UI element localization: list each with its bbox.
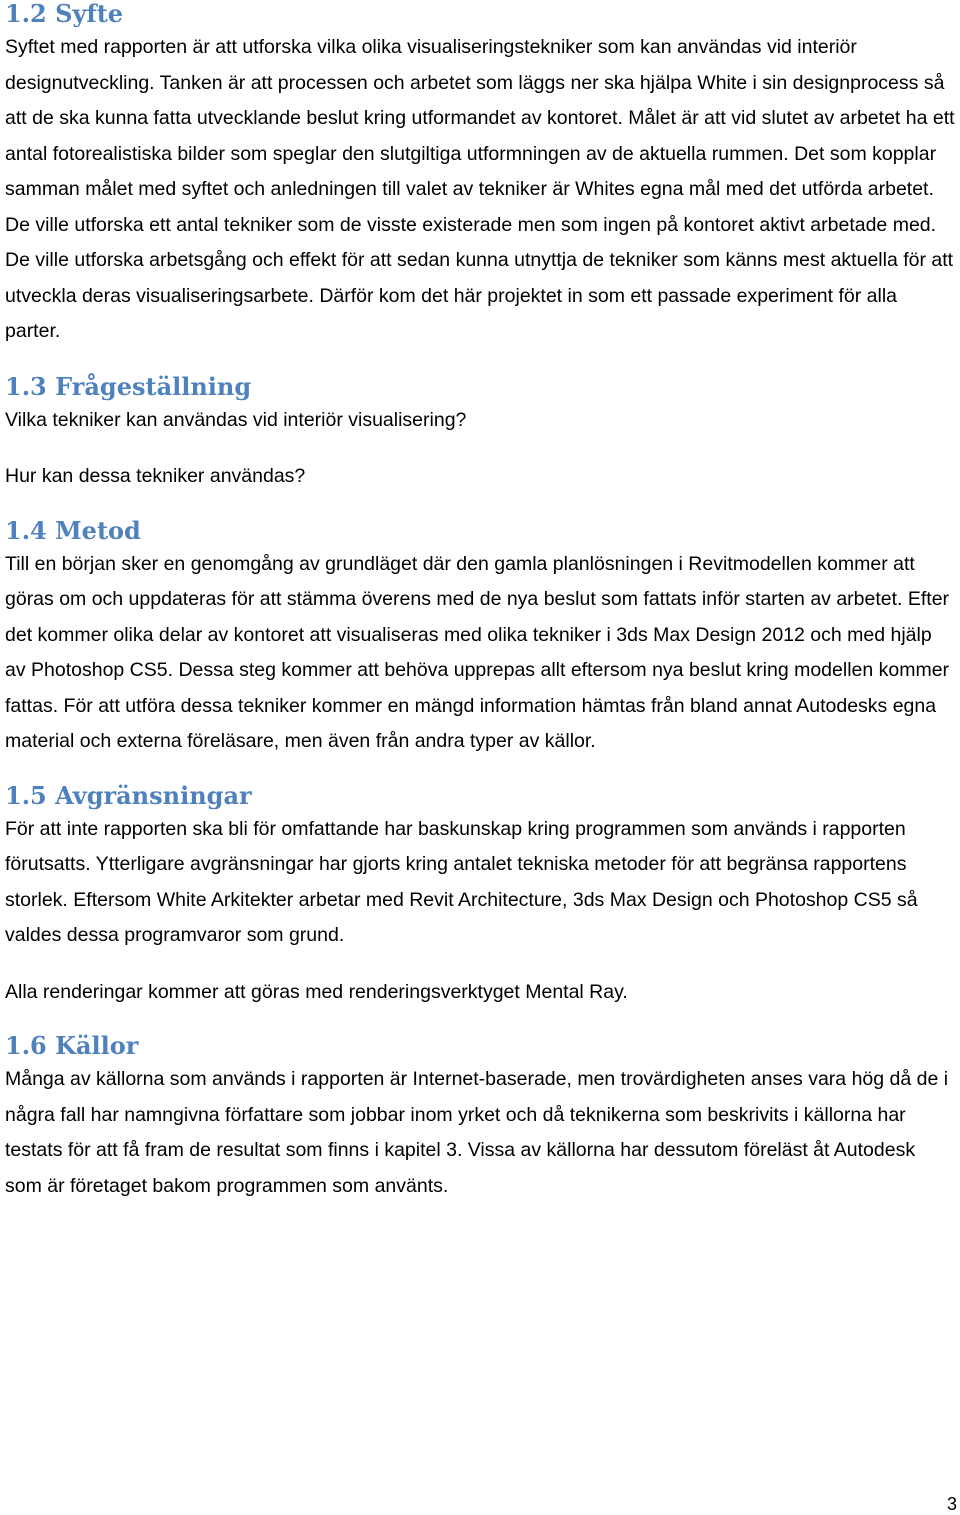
paragraph-syfte: Syftet med rapporten är att utforska vilka olika visualiseringstekniker som kan användas vid interiör designutveckling. Tanken är att processen och arbetet som läggs ner ska hjälpa White i sin designprocess så att de ska kunna fatta utvecklande beslut kring utformandet av kontoret. Målet är att vid slutet av arbetet ha ett antal fotorealistiska bilder som speglar den slutgiltiga utformningen av de aktuella rummen. Det som kopplar samman målet med syftet och anledningen till valet av tekniker är Whites egna mål med det utförda arbetet. De ville utforska ett antal tekniker som de visste existerade men som ingen på kontoret aktivt arbetade med. De ville utforska arbetsgång och effekt för att sedan kunna utnyttja de tekniker som känns mest aktuella för att utveckla deras visualiseringsarbete. Därför kom det här projektet in som ett passade experiment för alla parter. [5,36,955,342]
page-number: 3 [946,1494,957,1514]
section-heading-kallor: 1.6 Källor [5,1031,139,1060]
paragraph-avgransningar-1: För att inte rapporten ska bli för omfattande har baskunskap kring programmen som används i rapporten förutsatts. Ytterligare avgränsningar har gjorts kring antalet tekniska metoder för att begränsa rapportens storlek. Eftersom White Arkitekter arbetar med Revit Architecture, 3ds Max Design och Photoshop CS5 så valdes dessa programvaror som grund. [5,817,918,946]
section-heading-syfte: 1.2 Syfte [5,0,124,28]
paragraph-avgransningar-2: Alla renderingar kommer att göras med renderingsverktyget Mental Ray. [5,980,628,1003]
paragraph-fragestallning-2: Hur kan dessa tekniker användas? [5,465,306,487]
paragraph-kallor: Många av källorna som används i rapporten är Internet-baserade, men trovärdigheten anses vara hög då de i några fall har namngivna författare som jobbar inom yrket och då teknikerna som beskrivits i källorna har testats för att få fram de resultat som finns i kapitel 3. Vissa av källorna har dessutom föreläst åt Autodesk som är företaget bakom programmen som använts. [5,1068,949,1197]
section-heading-avgransningar: 1.5 Avgränsningar [5,780,252,810]
section-heading-fragestallning: 1.3 Frågeställning [5,371,252,401]
paragraph-metod: Till en början sker en genomgång av grundläget där den gamla planlösningen i Revitmodellen kommer att göras om och uppdateras för att stämma överens med de nya beslut som fattats inför starten av arbetet. Efter det kommer olika delar av kontoret att visualiseras med olika tekniker i 3ds Max Design 2012 och med hjälp av Photoshop CS5. Dessa steg kommer att behöva upprepas allt eftersom nya beslut kring modellen kommer fattas. För att utföra dessa tekniker kommer en mängd information hämtas från bland annat Autodesks egna material och externa föreläsare, men även från andra typer av källor. [5,552,950,752]
document-page [5,0,957,1204]
section-heading-metod: 1.4 Metod [5,515,141,545]
paragraph-fragestallning-1: Vilka tekniker kan användas vid interiör visualisering? [5,408,467,431]
